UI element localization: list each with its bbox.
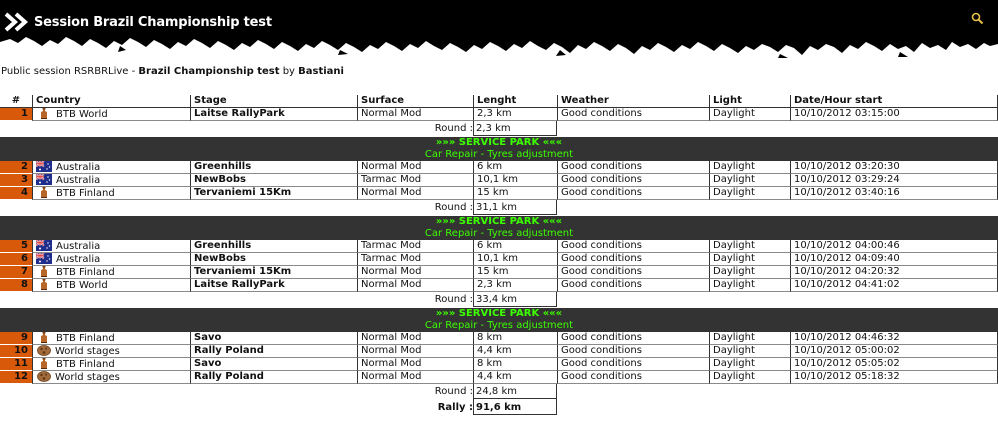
table-row[interactable] [0, 332, 998, 345]
stage-light: Daylight [709, 187, 790, 200]
stage-weather: Good conditions [557, 240, 709, 253]
stage-country [32, 240, 190, 253]
column-header-date: Date/Hour start [790, 95, 998, 108]
stage-weather: Good conditions [557, 108, 709, 121]
table-row[interactable] [0, 345, 998, 358]
world-stages-icon [36, 372, 55, 383]
stage-length: 2,3 km [473, 108, 557, 121]
column-header-num: # [0, 95, 32, 108]
stage-light: Daylight [709, 253, 790, 266]
table-header-row [0, 95, 998, 108]
stage-country [32, 358, 190, 371]
btb-bottle-icon [36, 333, 56, 344]
stage-weather: Good conditions [557, 174, 709, 187]
stage-light: Daylight [709, 161, 790, 174]
stage-surface: Normal Mod [357, 371, 473, 384]
service-park-title: »»» SERVICE PARK ««« [435, 137, 563, 148]
stage-start-date: 10/10/2012 03:40:16 [790, 187, 998, 200]
round-value: 24,8 km [476, 386, 517, 397]
stage-country [32, 345, 190, 358]
stage-name: Rally Poland [190, 371, 357, 384]
rally-total-label: Rally : [437, 402, 473, 413]
round-total-row [0, 292, 998, 307]
stage-name: Laitse RallyPark [190, 279, 357, 292]
service-park-title: »»» SERVICE PARK ««« [435, 308, 563, 319]
stage-name: Savo [190, 358, 357, 371]
table-row[interactable] [0, 161, 998, 174]
stage-start-date: 10/10/2012 04:00:46 [790, 240, 998, 253]
stage-country [32, 108, 190, 121]
stage-surface: Tarmac Mod [357, 253, 473, 266]
stages-table [0, 95, 998, 415]
stage-length: 10,1 km [473, 174, 557, 187]
stage-surface: Normal Mod [357, 345, 473, 358]
round-total-row [0, 384, 998, 399]
stage-number: 9 [0, 332, 32, 345]
stage-number: 5 [0, 240, 32, 253]
stage-country [32, 161, 190, 174]
round-label: Round : [434, 123, 473, 134]
stage-weather: Good conditions [557, 161, 709, 174]
round-value: 31,1 km [476, 202, 517, 213]
column-header-length: Lenght [473, 95, 557, 108]
stage-start-date: 10/10/2012 03:29:24 [790, 174, 998, 187]
country-name: Australia [56, 241, 101, 252]
stage-number: 10 [0, 345, 32, 358]
country-name: BTB Finland [56, 188, 115, 199]
stage-name: NewBobs [190, 253, 357, 266]
stage-weather: Good conditions [557, 358, 709, 371]
stage-light: Daylight [709, 332, 790, 345]
stage-start-date: 10/10/2012 05:00:02 [790, 345, 998, 358]
column-header-surface: Surface [357, 95, 473, 108]
service-park-row [0, 216, 998, 240]
stage-length: 2,3 km [473, 279, 557, 292]
stage-country [32, 279, 190, 292]
btb-bottle-icon [36, 109, 56, 120]
table-row[interactable] [0, 108, 998, 121]
subtitle-by: by [279, 66, 299, 77]
stage-country [32, 174, 190, 187]
country-name: BTB Finland [56, 359, 115, 370]
stage-country [32, 266, 190, 279]
table-row[interactable] [0, 187, 998, 200]
country-name: Australia [56, 175, 101, 186]
country-name: Australia [56, 162, 101, 173]
rally-total-row [0, 399, 998, 415]
round-total-row [0, 200, 998, 215]
stage-length: 8 km [473, 358, 557, 371]
rally-total-value: 91,6 km [476, 402, 522, 413]
stage-length: 15 km [473, 187, 557, 200]
round-label: Round : [434, 202, 473, 213]
australia-flag-icon [36, 241, 56, 252]
table-row[interactable] [0, 266, 998, 279]
stage-name: Greenhills [190, 240, 357, 253]
page-title: Session Brazil Championship test [34, 15, 272, 30]
service-park-row [0, 308, 998, 332]
stage-start-date: 10/10/2012 04:09:40 [790, 253, 998, 266]
session-name: Brazil Championship test [138, 66, 280, 77]
country-name: BTB Finland [56, 333, 115, 344]
stage-surface: Normal Mod [357, 108, 473, 121]
stage-light: Daylight [709, 240, 790, 253]
table-row[interactable] [0, 358, 998, 371]
stage-light: Daylight [709, 279, 790, 292]
stage-number: 6 [0, 253, 32, 266]
column-header-light: Light [709, 95, 790, 108]
subtitle-prefix: Public session RSRBRLive - [1, 66, 139, 77]
stage-country [32, 371, 190, 384]
stage-start-date: 10/10/2012 05:18:32 [790, 371, 998, 384]
stage-name: Tervaniemi 15Km [190, 266, 357, 279]
country-name: World stages [55, 346, 120, 357]
stage-surface: Tarmac Mod [357, 174, 473, 187]
stage-length: 10,1 km [473, 253, 557, 266]
stage-number: 7 [0, 266, 32, 279]
column-header-weather: Weather [557, 95, 709, 108]
table-row[interactable] [0, 240, 998, 253]
stage-weather: Good conditions [557, 253, 709, 266]
stage-weather: Good conditions [557, 345, 709, 358]
country-name: BTB Finland [56, 267, 115, 278]
stage-weather: Good conditions [557, 187, 709, 200]
country-name: Australia [56, 254, 101, 265]
stage-number: 4 [0, 187, 32, 200]
stage-name: Greenhills [190, 161, 357, 174]
btb-bottle-icon [36, 267, 56, 278]
stage-number: 8 [0, 279, 32, 292]
stage-length: 8 km [473, 332, 557, 345]
country-name: BTB World [56, 109, 108, 120]
table-row[interactable] [0, 371, 998, 384]
stage-light: Daylight [709, 371, 790, 384]
btb-bottle-icon [36, 359, 56, 370]
table-row[interactable] [0, 174, 998, 187]
page-header [0, 0, 998, 62]
stage-light: Daylight [709, 345, 790, 358]
torn-banner-background [0, 0, 998, 62]
stage-name: Tervaniemi 15Km [190, 187, 357, 200]
stage-number: 11 [0, 358, 32, 371]
service-park-row [0, 137, 998, 161]
service-park-detail: Car Repair - Tyres adjustment [424, 228, 574, 239]
stage-length: 15 km [473, 266, 557, 279]
stage-name: Laitse RallyPark [190, 108, 357, 121]
stage-name: NewBobs [190, 174, 357, 187]
service-park-detail: Car Repair - Tyres adjustment [424, 320, 574, 331]
btb-bottle-icon [36, 280, 56, 291]
stage-number: 3 [0, 174, 32, 187]
stage-number: 12 [0, 371, 32, 384]
stage-light: Daylight [709, 266, 790, 279]
world-stages-icon [36, 346, 55, 357]
stage-start-date: 10/10/2012 05:05:02 [790, 358, 998, 371]
stage-weather: Good conditions [557, 332, 709, 345]
stage-start-date: 10/10/2012 04:41:02 [790, 279, 998, 292]
stage-length: 4,4 km [473, 345, 557, 358]
table-row[interactable] [0, 279, 998, 292]
stage-light: Daylight [709, 358, 790, 371]
stage-surface: Tarmac Mod [357, 240, 473, 253]
australia-flag-icon [36, 162, 56, 173]
stage-surface: Normal Mod [357, 279, 473, 292]
round-value: 2,3 km [476, 123, 511, 134]
column-header-country: Country [32, 95, 190, 108]
stage-weather: Good conditions [557, 279, 709, 292]
service-park-title: »»» SERVICE PARK ««« [435, 216, 563, 227]
stage-start-date: 10/10/2012 04:46:32 [790, 332, 998, 345]
round-label: Round : [434, 386, 473, 397]
stage-surface: Normal Mod [357, 161, 473, 174]
stage-length: 6 km [473, 240, 557, 253]
stage-start-date: 10/10/2012 04:20:32 [790, 266, 998, 279]
legs-container [0, 108, 998, 399]
stage-surface: Normal Mod [357, 187, 473, 200]
stage-surface: Normal Mod [357, 332, 473, 345]
australia-flag-icon [36, 254, 56, 265]
stage-light: Daylight [709, 174, 790, 187]
round-value: 33,4 km [476, 294, 517, 305]
stage-weather: Good conditions [557, 266, 709, 279]
stage-country [32, 332, 190, 345]
stage-surface: Normal Mod [357, 266, 473, 279]
country-name: BTB World [56, 280, 108, 291]
table-row[interactable] [0, 253, 998, 266]
btb-bottle-icon [36, 188, 56, 199]
stage-weather: Good conditions [557, 371, 709, 384]
session-subtitle [1, 66, 344, 77]
stage-name: Rally Poland [190, 345, 357, 358]
stage-country [32, 253, 190, 266]
round-label: Round : [434, 294, 473, 305]
round-total-row [0, 121, 998, 136]
stage-country [32, 187, 190, 200]
country-name: World stages [55, 372, 120, 383]
stage-number: 1 [0, 108, 32, 121]
stage-name: Savo [190, 332, 357, 345]
stage-start-date: 10/10/2012 03:20:30 [790, 161, 998, 174]
australia-flag-icon [36, 175, 56, 186]
stage-start-date: 10/10/2012 03:15:00 [790, 108, 998, 121]
stage-light: Daylight [709, 108, 790, 121]
column-header-stage: Stage [190, 95, 357, 108]
service-park-detail: Car Repair - Tyres adjustment [424, 149, 574, 160]
stage-number: 2 [0, 161, 32, 174]
stage-length: 6 km [473, 161, 557, 174]
stage-length: 4,4 km [473, 371, 557, 384]
stage-surface: Normal Mod [357, 358, 473, 371]
session-author: Bastiani [298, 66, 344, 77]
